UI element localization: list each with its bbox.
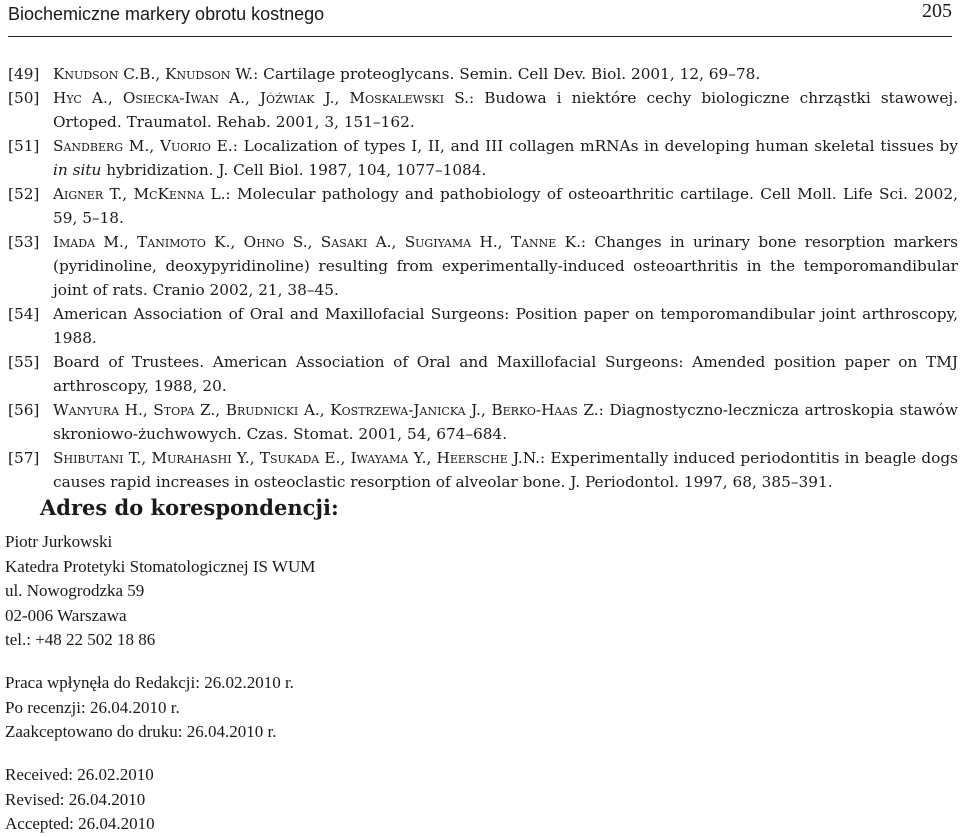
reference-number: [52] [8,185,40,203]
reference-item [8,230,958,302]
reference-text-segment: in situ [53,161,102,179]
date-accepted-pl: Zaakceptowano do druku: 26.04.2010 r. [5,722,277,741]
reference-number: [49] [8,65,40,83]
author-surname: McKenna [133,185,205,203]
author-surname: Berko-Haas [491,401,578,419]
reference-text-segment: E., [319,449,351,467]
reference-item [8,62,958,86]
phone: tel.: +48 22 502 18 86 [5,630,156,649]
reference-number: [55] [8,353,40,371]
author-surname: Imada [53,233,96,251]
street: ul. Nowogrodzka 59 [5,581,145,600]
reference-text-segment: K., [205,233,244,251]
reference-text-segment: H., [471,233,511,251]
date-received-pl: Praca wpłynęła do Redakcji: 26.02.2010 r. [5,673,294,692]
running-title: Biochemiczne markery obrotu kostnego [8,4,325,24]
reference-text-segment: J., [465,401,492,419]
city: 02-006 Warszawa [5,605,127,625]
reference-text-segment: Y., [408,449,437,467]
reference-item [8,182,958,230]
reference-number: [53] [8,233,40,251]
date-received-en: Received: 26.02.2010 [5,765,154,784]
reference-text-segment: S.: Budowa i niektóre cechy biologiczne chrząstki stawowej. Ortoped. Traumatol. Rehab. 2001, 3, 151–162. [53,89,958,131]
author-surname: Shibutani [53,449,124,467]
author-surname: Wanyura [53,401,120,419]
reference-text-segment: W.: Cartilage proteoglycans. Semin. Cell Dev. Biol. 2001, 12, 69–78. [230,65,761,83]
page-header [8,0,952,37]
reference-text [53,305,958,347]
reference-text-segment: A., [218,89,260,107]
reference-text-segment: S., [284,233,321,251]
reference-text [53,65,760,83]
author-surname: Knudson [53,65,119,83]
reference-text [53,137,958,179]
reference-text-segment: C.B., [118,65,166,83]
author-surname: Murahashi [151,449,232,467]
author-surname: Moskalewski [349,89,445,107]
author-surname: Jóźwiak [259,89,315,107]
author-surname: Tsukada [259,449,320,467]
reference-text-segment: American Association of Oral and Maxillofacial Surgeons: Position paper on temporomandibular joint arthroscopy, 1988. [53,305,958,347]
reference-text-segment: J., [314,89,350,107]
reference-text [53,353,958,395]
author-surname: Vuorio [159,137,211,155]
correspondence-address [5,530,315,653]
reference-number: [50] [8,89,40,107]
author-surname: Osiecka-Iwan [122,89,219,107]
reference-text-segment: K.: Changes in urinary bone resorption markers (pyridinoline, deoxypyridinoline) resulting from experimentally-induced osteoarthritis in the temporomandibular joint of rats. Cranio 2002, 21, 38–45. [53,233,958,299]
reference-item [8,134,958,182]
author-name: Piotr Jurkowski [5,532,113,551]
reference-text-segment: H., [119,401,154,419]
reference-number: [57] [8,449,40,467]
reference-text-segment: T., [103,185,134,203]
author-surname: Sandberg [53,137,124,155]
reference-text [53,89,958,131]
reference-text [53,185,958,227]
author-surname: Sugiyama [404,233,472,251]
reference-text-segment: Board of Trustees. American Association of Oral and Maxillofacial Surgeons: Amended position paper on TMJ arthroscopy, 1988, 20. [53,353,958,395]
reference-text-segment: Z.: Diagnostyczno-lecznicza artroskopia stawów skroniowo-żuchwowych. Czas. Stomat. 2001, 54, 674–684. [53,401,958,443]
author-surname: Aigner [53,185,104,203]
dates-polish [5,671,294,745]
author-surname: Tanne [510,233,557,251]
author-surname: Sasaki [320,233,368,251]
reference-text-segment: A., [367,233,405,251]
author-surname: Knudson [165,65,231,83]
date-revised-pl: Po recenzji: 26.04.2010 r. [5,697,180,717]
author-surname: Iwayama [350,449,409,467]
page-number: 205 [922,0,952,22]
reference-item [8,86,958,134]
reference-text [53,233,958,299]
author-surname: Ohno [243,233,285,251]
reference-text-segment: E.: Localization of types I, II, and III collagen mRNAs in developing human skeletal tissues by [210,137,958,155]
reference-number: [56] [8,401,40,419]
reference-number: [54] [8,305,40,323]
author-surname: Brudnicki [225,401,299,419]
correspondence-heading: Adres do korespondencji: [40,495,339,520]
reference-text-segment: hybridization. J. Cell Biol. 1987, 104, 1077–1084. [101,161,487,179]
author-surname: Heersche [436,449,508,467]
reference-text-segment: A., [81,89,123,107]
reference-text [53,449,958,491]
author-surname: Hyc [53,89,82,107]
reference-text-segment: Z., [194,401,226,419]
dates-english [5,763,155,837]
reference-item [8,398,958,446]
reference-text [53,401,958,443]
reference-text-segment: Y., [231,449,260,467]
reference-text-segment: T., [123,449,152,467]
author-surname: Stopa [153,401,195,419]
reference-text-segment: J.N.: Experimentally induced periodontitis in beagle dogs causes rapid increases in osteoclastic resorption of alveolar bone. J. Periodontol. 1997, 68, 385–391. [53,449,958,491]
reference-item [8,302,958,350]
reference-list [8,62,958,494]
date-revised-en: Revised: 26.04.2010 [5,789,146,809]
author-surname: Kostrzewa-Janicka [330,401,466,419]
reference-item [8,350,958,398]
reference-item [8,446,958,494]
author-surname: Tanimoto [137,233,206,251]
reference-text-segment: L.: Molecular pathology and pathobiology of osteoarthritic cartilage. Cell Moll. Life Sci. 2002, 59, 5–18. [53,185,958,227]
reference-number: [51] [8,137,40,155]
department: Katedra Protetyki Stomatologicznej IS WUM [5,556,316,576]
reference-text-segment: A., [298,401,331,419]
date-accepted-en: Accepted: 26.04.2010 [5,814,155,833]
reference-text-segment: M., [95,233,138,251]
reference-text-segment: M., [123,137,160,155]
